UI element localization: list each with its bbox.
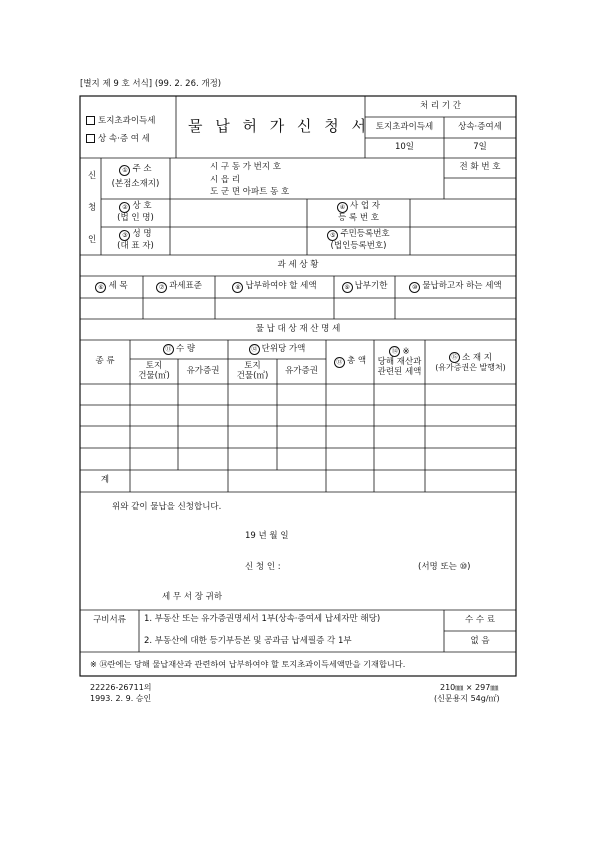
address-line-1: 시 구 동 가 번지 호 [210,162,281,172]
property-row[interactable] [81,449,515,469]
company-name-label: ② 상 호 [101,201,170,213]
attachment-item-1: 1. 부동산 또는 유가증권명세서 1부(상속·증여세 납세자만 해당) [144,614,381,624]
biz-number-field[interactable] [411,200,515,226]
tax-status-title: 과 세 상 황 [277,259,319,270]
tax-payable-header: ⑧ 납부하여야 할 세액 [215,276,334,298]
processing-days-inheritance: 7일 [473,142,487,153]
checkbox-icon[interactable] [86,134,95,143]
address-line-2: 시 읍 리 [210,175,241,185]
form-reference: [별지 제 9 호 서식] (99. 2. 26. 개정) [80,79,222,89]
declaration-text: 위와 같이 물납을 신청합니다. [112,502,222,512]
processing-col-land: 토지초과이득세 [375,121,434,132]
attachment-item-2: 2. 부동산에 대한 등기부등본 및 공과금 납세필증 각 1부 [144,636,352,646]
unit-value-header: ⑫ 단위당 가액 [228,340,326,359]
resident-number-label: ⑤ 주민등록번호 [307,229,410,241]
representative-field[interactable] [171,228,306,254]
resident-number-field[interactable] [411,228,515,254]
approval-date: 1993. 2. 9. 승인 [90,694,152,703]
property-row[interactable] [81,427,515,447]
applicant-side-2: 청 [88,203,97,213]
applicant-side-3: 인 [88,235,97,245]
property-title: 물 납 대 상 재 산 명 세 [255,323,341,334]
checkbox-icon[interactable] [86,116,95,125]
phone-field[interactable] [445,179,515,198]
property-sum-label: 계 [100,475,110,486]
processing-period-label: 처 리 기 간 [420,100,461,111]
fee-value: 없 음 [470,635,490,646]
representative-sublabel: (대 표 자) [117,241,154,252]
address-sublabel: (본점소재지) [111,179,160,190]
resident-number-sublabel: (법인등록번호) [330,241,387,252]
applicant-signature-field[interactable] [300,560,410,574]
representative-label: ③ 성 명 [101,229,170,241]
location-header: ⑮ 소 재 지 (유가증권은 발행처) [435,352,506,373]
tax-base-header: ⑦ 과세표준 [143,276,215,298]
processing-days-land: 10일 [394,142,415,153]
signature-note: (서명 또는 ⑩) [418,562,471,572]
fee-label: 수 수 료 [464,614,496,625]
applicant-side-1: 신 [88,171,97,181]
unit-land-header: 토지 건물(㎡) [236,360,269,381]
property-row[interactable] [81,406,515,425]
attachments-label: 구비서류 [93,614,126,625]
phone-label: 전 화 번 호 [459,162,501,173]
checkbox-land-tax[interactable]: 토지초과이득세 [86,116,155,127]
property-row[interactable] [81,385,515,404]
unit-securities-header: 유가증권 [285,365,318,376]
form-code: 22226-26711의 [90,683,152,692]
processing-col-inheritance: 상속·증여세 [458,121,502,132]
related-tax-header: ⑭ ※ 당해 재산과 관련된 세액 [377,347,422,377]
paper-weight: (신문용지 54g/㎡) [434,694,500,703]
checkbox-inheritance-tax[interactable]: 상 속·증 여 세 [86,134,150,145]
footnote: ※ ⑭란에는 당해 물납재산과 관련하여 납부하여야 할 토지초과이득세액만을 기재합니다. [90,659,406,669]
tax-status-row[interactable] [81,299,515,318]
tax-in-kind-header: ⑩ 물납하고자 하는 세액 [395,276,516,298]
total-amount-header: ⑬ 총 액 [326,340,374,384]
quantity-header: ⑪ 수 량 [130,340,228,359]
form-title: 물 납 허 가 신 청 서 [188,117,371,135]
company-name-sublabel: (법 인 명) [117,213,154,224]
company-name-field[interactable] [171,200,306,226]
declaration-date: 19 년 월 일 [245,531,289,541]
paper-size: 210㎜ × 297㎜ [440,683,499,692]
address-label: ① 주 소 [101,162,170,178]
property-kind-header: 종 류 [95,356,115,367]
tax-deadline-header: ⑨ 납부기한 [334,276,395,298]
applicant-signature-label: 신 청 인 : [245,562,281,572]
quantity-securities-header: 유가증권 [186,365,220,376]
address-line-3: 도 군 면 아파트 동 호 [210,187,290,197]
tax-office-addressee: 세 무 서 장 귀하 [162,592,223,602]
biz-number-label: ④ 사 업 자 [307,201,410,213]
biz-number-sublabel: 등 록 번 호 [338,213,379,224]
quantity-land-header: 토지 건물(㎡) [138,360,170,381]
tax-item-header: ⑥ 세 목 [80,276,143,298]
